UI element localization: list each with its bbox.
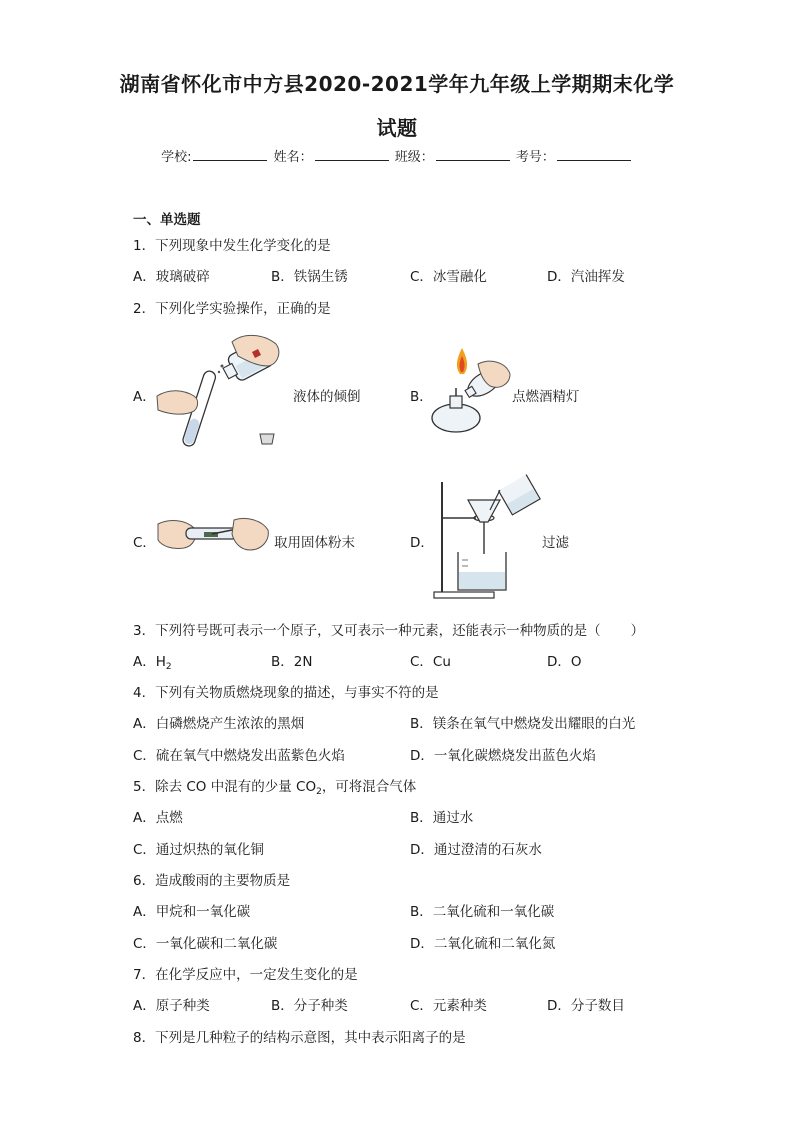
name-label: 姓名： bbox=[273, 150, 313, 165]
exam-title-line2: 试题 bbox=[376, 116, 418, 140]
q6-option-a: A．甲烷和一氧化碳 bbox=[133, 904, 251, 920]
q7-option-a: A．原子种类 bbox=[133, 998, 210, 1014]
q3-option-a-sub: 2 bbox=[165, 662, 172, 672]
q6-option-d: D．二氧化硫和二氧化氮 bbox=[410, 936, 556, 952]
q2-option-d-text: 过滤 bbox=[542, 535, 569, 551]
q3-option-a bbox=[133, 650, 172, 672]
q3-stem-text: 3．下列符号既可表示一个原子，又可表示一种元素，还能表示一种物质的是（ bbox=[133, 623, 601, 639]
q6-option-c: C．一氧化碳和二氧化碳 bbox=[133, 936, 278, 952]
q8-stem: 8．下列是几种粒子的结构示意图，其中表示阳离子的是 bbox=[133, 1030, 466, 1046]
q2-option-d-letter: D． bbox=[410, 535, 434, 551]
number-label: 考号： bbox=[515, 150, 555, 165]
q2-option-c-text: 取用固体粉末 bbox=[274, 535, 355, 551]
q3-option-a-text: A．H bbox=[133, 654, 166, 670]
q2-option-a-letter: A． bbox=[133, 389, 156, 405]
q7-option-b: B．分子种类 bbox=[271, 998, 348, 1014]
pouring-liquid-figure bbox=[152, 330, 292, 452]
q5-stem-pre: 5．除去 CO 中混有的少量 CO bbox=[133, 779, 317, 795]
q3-stem-end: ） bbox=[630, 623, 645, 639]
q5-stem-post: ，可将混合气体 bbox=[321, 779, 417, 795]
q7-stem: 7．在化学反应中，一定发生变化的是 bbox=[133, 967, 358, 983]
number-blank[interactable] bbox=[557, 148, 631, 161]
q5-option-d: D．通过澄清的石灰水 bbox=[410, 842, 542, 858]
q1-stem: 1．下列现象中发生化学变化的是 bbox=[133, 238, 331, 254]
q4-option-d: D．一氧化碳燃烧发出蓝色火焰 bbox=[410, 748, 596, 764]
q2-option-a-text: 液体的倾倒 bbox=[293, 389, 361, 405]
q4-stem: 4．下列有关物质燃烧现象的描述，与事实不符的是 bbox=[133, 685, 439, 701]
q1-option-d: D．汽油挥发 bbox=[547, 269, 625, 285]
q2-option-b-letter: B． bbox=[410, 389, 433, 405]
q2-stem: 2．下列化学实验操作，正确的是 bbox=[133, 301, 331, 317]
school-blank[interactable] bbox=[193, 148, 267, 161]
q5-stem bbox=[133, 775, 416, 797]
filtration-figure bbox=[430, 474, 542, 602]
alcohol-lamp-figure bbox=[428, 344, 512, 436]
q1-option-b: B．铁锅生锈 bbox=[271, 269, 348, 285]
q6-stem: 6．造成酸雨的主要物质是 bbox=[133, 873, 291, 889]
q3-stem bbox=[133, 619, 644, 639]
q2-option-b-text: 点燃酒精灯 bbox=[512, 389, 580, 405]
q5-option-a: A．点燃 bbox=[133, 810, 183, 826]
q2-option-c-letter: C． bbox=[133, 535, 156, 551]
q3-option-d: D．O bbox=[547, 654, 582, 670]
q6-option-b: B．二氧化硫和一氧化碳 bbox=[410, 904, 555, 920]
exam-title-line1: 湖南省怀化市中方县2020-2021学年九年级上学期期末化学 bbox=[119, 72, 675, 96]
q3-option-c: C．Cu bbox=[410, 654, 451, 670]
class-blank[interactable] bbox=[436, 148, 510, 161]
q5-option-c: C．通过炽热的氧化铜 bbox=[133, 842, 264, 858]
q4-option-c: C．硫在氧气中燃烧发出蓝紫色火焰 bbox=[133, 748, 345, 764]
q4-option-a: A．白磷燃烧产生浓浓的黑烟 bbox=[133, 716, 305, 732]
q4-option-b: B．镁条在氧气中燃烧发出耀眼的白光 bbox=[410, 716, 636, 732]
q7-option-c: C．元素种类 bbox=[410, 998, 487, 1014]
q5-option-b: B．通过水 bbox=[410, 810, 474, 826]
q1-option-c: C．冰雪融化 bbox=[410, 269, 487, 285]
section-heading: 一、单选题 bbox=[133, 212, 201, 228]
class-label: 班级： bbox=[394, 150, 434, 165]
school-label: 学校: bbox=[161, 150, 192, 165]
q3-option-b: B．2N bbox=[271, 654, 313, 670]
q1-option-a: A．玻璃破碎 bbox=[133, 269, 210, 285]
name-blank[interactable] bbox=[315, 148, 389, 161]
student-info-row bbox=[0, 146, 794, 165]
q7-option-d: D．分子数目 bbox=[547, 998, 625, 1014]
q5-stem-sub: 2 bbox=[316, 787, 322, 797]
solid-powder-figure bbox=[156, 514, 270, 556]
